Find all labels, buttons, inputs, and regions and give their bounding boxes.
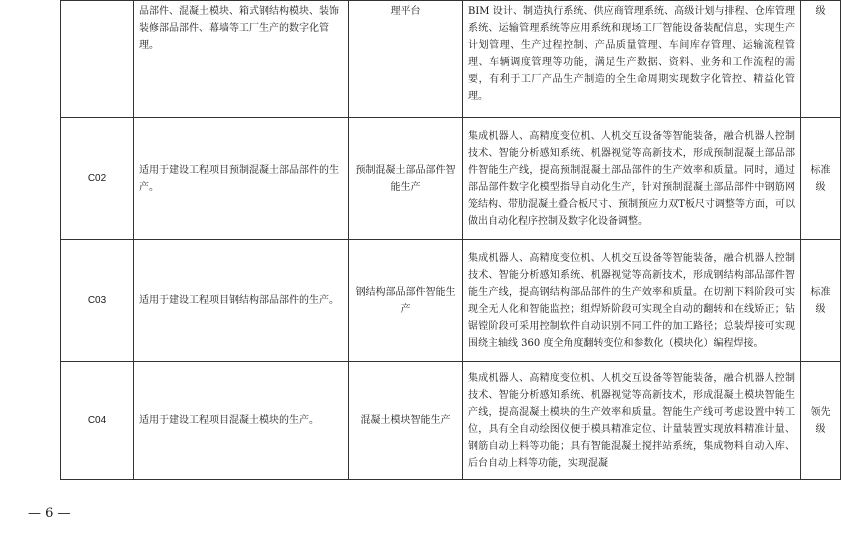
row-code: C02: [61, 118, 134, 240]
row-scope: 适用于建设工程项目钢结构部品部件的生产。: [134, 240, 349, 362]
row-code: [61, 1, 134, 118]
spec-table: [60, 0, 841, 480]
row-description: 集成机器人、高精度变位机、人机交互设备等智能装备，融合机器人控制技术、智能分析感知系统、机器视觉等高新技术，形成预制混凝土部品部件智能生产线，提高预制混凝土部品部件的生产效率和质量。同时，通过部品部件数字化模型指导自动化生产，针对预制混凝土部品部件中钢筋网笼结构、带肋混凝土叠合板尺寸、预制预应力双T板尺寸调整等方面，可以做出自动化程序控制及数字化设备调整。: [463, 118, 801, 240]
row-description: 集成机器人、高精度变位机、人机交互设备等智能装备，融合机器人控制技术、智能分析感知系统、机器视觉等高新技术，形成混凝土模块智能生产线，提高混凝土模块的生产效率和质量。智能生产线可考虑设置中转工位，具有全自动绘图仪便于模具精准定位、计量装置实现放料精准计量、钢筋自动上料等功能；具有智能混凝土搅拌站系统，集成物料自动入库、后台自动上料等功能，实现混凝: [463, 362, 801, 480]
row-description: BIM 设计、制造执行系统、供应商管理系统、高级计划与排程、仓库管理系统、运输管理系统等应用系统和现场工厂智能设备装配信息，实现生产计划管理、生产过程控制、产品质量管理、车间库存管理、运输流程管理、车辆调度管理等功能，满足生产数据、资料、业务和工作流程的需要，有利于工厂产品生产制造的全生命周期实现数字化管控、精益化管理。: [463, 1, 801, 118]
row-description: 集成机器人、高精度变位机、人机交互设备等智能装备，融合机器人控制技术、智能分析感知系统、机器视觉等高新技术，形成钢结构部品部件智能生产线，提高钢结构部品部件的生产效率和质量。在切割下料阶段可实现全无人化和智能监控；组焊矫阶段可实现全自动的翻转和在线矫正；钻锯镗阶段可采用控制软件自动识别不同工件的加工路径；总装焊接可实现围绕主轴线 360 度全角度翻转变位和参数化（模块化）编程焊接。: [463, 240, 801, 362]
table-row: [61, 362, 841, 480]
table-row: [61, 1, 841, 118]
row-name: 预制混凝土部品部件智能生产: [349, 118, 463, 240]
row-name: 混凝土模块智能生产: [349, 362, 463, 480]
row-scope: 适用于建设工程项目混凝土模块的生产。: [134, 362, 349, 480]
row-level: 级: [801, 1, 841, 118]
page-number: — 6 —: [28, 506, 71, 521]
row-code: C03: [61, 240, 134, 362]
row-name: 理平台: [349, 1, 463, 118]
row-level: 领先级: [801, 362, 841, 480]
row-code: C04: [61, 362, 134, 480]
table-row: [61, 240, 841, 362]
row-scope: 品部件、混凝土模块、箱式钢结构模块、装饰装修部品部件、幕墙等工厂生产的数字化管理。: [134, 1, 349, 118]
row-level: 标准级: [801, 118, 841, 240]
row-name: 钢结构部品部件智能生产: [349, 240, 463, 362]
row-level: 标准级: [801, 240, 841, 362]
table-row: [61, 118, 841, 240]
row-scope: 适用于建设工程项目预制混凝土部品部件的生产。: [134, 118, 349, 240]
